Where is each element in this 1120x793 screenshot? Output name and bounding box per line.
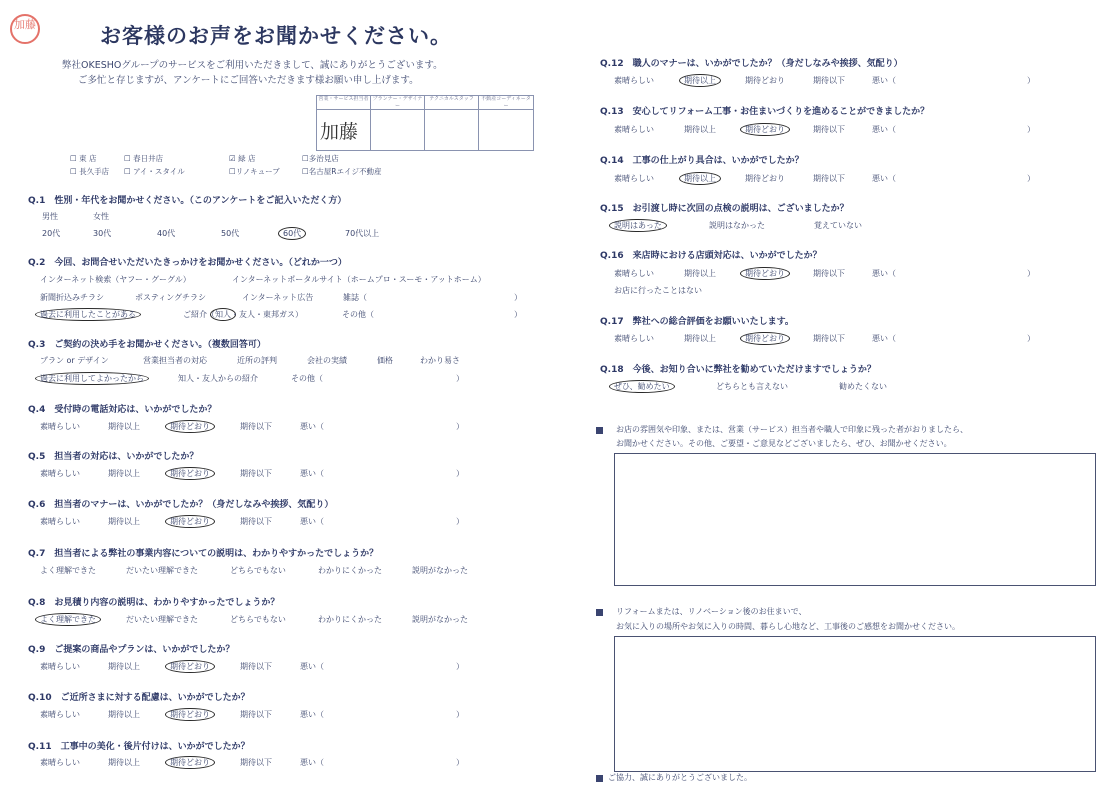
q4-below[interactable]: 期待以下 xyxy=(240,422,272,431)
question-16: Q.16 来店時における店頭対応は、いかがでしたか？ xyxy=(600,248,822,261)
question-14: Q.14 工事の仕上がり具合は、いかがでしたか？ xyxy=(600,153,804,166)
q17-bad[interactable]: 悪い（ xyxy=(872,334,896,343)
comment2-bullet-icon xyxy=(596,609,603,616)
intro-line-1: 弊社OKESHOグループのサービスをご利用いただきまして、誠にありがとうございます。 xyxy=(62,60,443,71)
q16-bad[interactable]: 悪い（ xyxy=(872,269,896,278)
intro-line-2: ご多忙と存じますが、アンケートにご回答いただきます様お願い申し上げます。 xyxy=(78,75,419,86)
q3-other-close: ） xyxy=(456,374,464,383)
staff-header-sales: 営業・サービス担当者 xyxy=(317,96,371,110)
footer-bullet-icon xyxy=(596,775,603,782)
question-18: Q.18 今後、お知り合いに弊社を勧めていただけますでしょうか？ xyxy=(600,362,876,375)
q2-internet-ad[interactable]: インターネット広告 xyxy=(242,293,314,302)
question-4: Q.4 受付時の電話対応は、いかがでしたか？ xyxy=(28,402,216,415)
question-3: Q.3 ご契約の決め手をお聞かせください。（複数回答可） xyxy=(28,337,266,350)
question-5: Q.5 担当者の対応は、いかがでしたか？ xyxy=(28,449,198,462)
q16-as-expected[interactable]: 期待どおり xyxy=(745,268,785,279)
q10-excellent[interactable]: 素晴らしい xyxy=(40,710,80,719)
q4-as-expected[interactable]: 期待どおり xyxy=(170,421,210,432)
q5-bad-close: ） xyxy=(456,469,464,478)
q16-below[interactable]: 期待以下 xyxy=(813,269,845,278)
q8-mostly-understood[interactable]: だいたい理解できた xyxy=(126,615,198,624)
q11-bad[interactable]: 悪い（ xyxy=(300,758,324,767)
q2-magazine[interactable]: 雑誌（ xyxy=(343,293,367,302)
q6-bad[interactable]: 悪い（ xyxy=(300,517,324,526)
q11-bad-close: ） xyxy=(456,758,464,767)
question-12: Q.12 職人のマナーは、いかがでしたか？（身だしなみや挨拶、気配り） xyxy=(600,56,903,69)
q3-track-record[interactable]: 会社の実績 xyxy=(307,356,347,365)
comment1-prompt-2: お聞かせください。その他、ご要望・ご意見などございましたら、ぜひ、お聞かせください。 xyxy=(616,439,952,448)
store-istyle[interactable]: ☐ アイ・スタイル xyxy=(124,167,185,176)
q3-other[interactable]: その他（ xyxy=(291,374,323,383)
q13-above[interactable]: 期待以上 xyxy=(684,125,716,134)
q18-neutral[interactable]: どちらとも言えない xyxy=(716,382,788,391)
q4-bad[interactable]: 悪い（ xyxy=(300,422,324,431)
question-8: Q.8 お見積り内容の説明は、わかりやすかったでしょうか？ xyxy=(28,595,279,608)
q2-internet-search[interactable]: インターネット検索（ヤフー・グーグル） xyxy=(40,275,191,284)
q13-below[interactable]: 期待以下 xyxy=(813,125,845,134)
q17-above[interactable]: 期待以上 xyxy=(684,334,716,343)
page-title: お客様のお声をお聞かせください。 xyxy=(100,24,452,48)
q2-portal-site[interactable]: インターネットポータルサイト（ホームプロ・スーモ・アットホーム） xyxy=(232,275,486,284)
q6-bad-close: ） xyxy=(456,517,464,526)
q2-used-before[interactable]: 過去に利用したことがある xyxy=(40,309,136,320)
q2-posting-flyer[interactable]: ポスティングチラシ xyxy=(135,293,207,302)
q1-age-60[interactable]: 60代 xyxy=(283,228,301,239)
question-17: Q.17 弊社への総合評価をお願いいたします。 xyxy=(600,314,794,327)
q3-sales-response[interactable]: 営業担当者の対応 xyxy=(143,356,207,365)
q13-as-expected[interactable]: 期待どおり xyxy=(745,124,785,135)
q11-excellent[interactable]: 素晴らしい xyxy=(40,758,80,767)
q6-below[interactable]: 期待以下 xyxy=(240,517,272,526)
q1-age-30[interactable]: 30代 xyxy=(93,229,112,238)
store-tajimi[interactable]: ☐多治見店 xyxy=(302,154,339,163)
q9-above[interactable]: 期待以上 xyxy=(108,662,140,671)
store-kasugai[interactable]: ☐ 春日井店 xyxy=(124,154,164,163)
q2-referral[interactable]: ご紹介（知人・友人・東邦ガス） xyxy=(183,310,303,319)
store-higashi[interactable]: ☐ 東 店 xyxy=(70,154,97,163)
staff-header-technical: テクニカルスタッフ xyxy=(425,96,479,110)
q2-magazine-close: ） xyxy=(514,293,522,302)
q15-not-explained[interactable]: 説明はなかった xyxy=(709,221,765,230)
comment2-prompt-2: お気に入りの場所やお気に入りの時間、暮らし心地など、工事後のご感想をお聞かせください。 xyxy=(616,622,960,631)
q17-as-expected[interactable]: 期待どおり xyxy=(745,333,785,344)
q18-not-recommend[interactable]: 勧めたくない xyxy=(839,382,887,391)
footer-thanks: ご協力、誠にありがとうございました。 xyxy=(608,773,752,782)
q12-below[interactable]: 期待以下 xyxy=(813,76,845,85)
q15-explained[interactable]: 説明はあった xyxy=(614,220,662,231)
q16-excellent[interactable]: 素晴らしい xyxy=(614,269,654,278)
question-9: Q.9 ご提案の商品やプランは、いかがでしたか？ xyxy=(28,642,234,655)
q1-female[interactable]: 女性 xyxy=(93,212,109,221)
q10-below[interactable]: 期待以下 xyxy=(240,710,272,719)
q2-newspaper-flyer[interactable]: 新聞折込みチラシ xyxy=(40,293,104,302)
q16-bad-close: ） xyxy=(1027,269,1035,278)
q14-above[interactable]: 期待以上 xyxy=(684,173,716,184)
comment1-bullet-icon xyxy=(596,427,603,434)
q7-mostly-understood[interactable]: だいたい理解できた xyxy=(126,566,198,575)
q14-bad-close: ） xyxy=(1027,174,1035,183)
store-renocube[interactable]: ☐リノキューブ xyxy=(229,167,280,176)
q12-bad[interactable]: 悪い（ xyxy=(872,76,896,85)
question-13: Q.13 安心してリフォーム工事・お住まいづくりを進めることができましたか？ xyxy=(600,104,929,117)
seal-stamp: 加藤 xyxy=(10,14,40,44)
q4-excellent[interactable]: 素晴らしい xyxy=(40,422,80,431)
q7-no-explanation[interactable]: 説明がなかった xyxy=(412,566,468,575)
q3-past-good[interactable]: 過去に利用してよかったから xyxy=(40,373,144,384)
comment1-textarea[interactable] xyxy=(614,453,1096,586)
q16-never-visited[interactable]: お店に行ったことはない xyxy=(614,286,702,295)
q5-above[interactable]: 期待以上 xyxy=(108,469,140,478)
question-2: Q.2 今回、お問合せいただいたきっかけをお聞かせください。（どれか一つ） xyxy=(28,255,347,268)
question-1: Q.1 性別・年代をお聞かせください。（このアンケートをご記入いただく方） xyxy=(28,193,346,206)
q8-hard-to-understand[interactable]: わかりにくかった xyxy=(318,615,382,624)
q1-age-40[interactable]: 40代 xyxy=(157,229,176,238)
q4-above[interactable]: 期待以上 xyxy=(108,422,140,431)
q6-as-expected[interactable]: 期待どおり xyxy=(170,516,210,527)
q12-excellent[interactable]: 素晴らしい xyxy=(614,76,654,85)
q17-excellent[interactable]: 素晴らしい xyxy=(614,334,654,343)
q2-other[interactable]: その他（ xyxy=(342,310,374,319)
q9-bad[interactable]: 悪い（ xyxy=(300,662,324,671)
q14-below[interactable]: 期待以下 xyxy=(813,174,845,183)
comment2-textarea[interactable] xyxy=(614,636,1096,772)
q12-bad-close: ） xyxy=(1027,76,1035,85)
q3-reputation[interactable]: 近所の評判 xyxy=(237,356,277,365)
q3-price[interactable]: 価格 xyxy=(377,356,393,365)
q17-bad-close: ） xyxy=(1027,334,1035,343)
q5-excellent[interactable]: 素晴らしい xyxy=(40,469,80,478)
question-7: Q.7 担当者による弊社の事業内容についての説明は、わかりやすかったでしょうか？ xyxy=(28,546,378,559)
q6-excellent[interactable]: 素晴らしい xyxy=(40,517,80,526)
store-nagoya-r-age[interactable]: ☐名古屋Rエイジ不動産 xyxy=(302,167,382,176)
q14-bad[interactable]: 悪い（ xyxy=(872,174,896,183)
q8-understood-well[interactable]: よく理解できた xyxy=(40,614,96,625)
q12-above[interactable]: 期待以上 xyxy=(684,75,716,86)
q14-as-expected[interactable]: 期待どおり xyxy=(745,174,785,183)
q1-age-70plus[interactable]: 70代以上 xyxy=(345,229,380,238)
q14-excellent[interactable]: 素晴らしい xyxy=(614,174,654,183)
q5-below[interactable]: 期待以下 xyxy=(240,469,272,478)
store-nagakute[interactable]: ☐ 長久手店 xyxy=(70,167,110,176)
q7-hard-to-understand[interactable]: わかりにくかった xyxy=(318,566,382,575)
q10-above[interactable]: 期待以上 xyxy=(108,710,140,719)
q4-bad-close: ） xyxy=(456,422,464,431)
q7-neutral[interactable]: どちらでもない xyxy=(230,566,286,575)
q3-referral[interactable]: 知人・友人からの紹介 xyxy=(178,374,258,383)
q9-as-expected[interactable]: 期待どおり xyxy=(170,661,210,672)
q8-neutral[interactable]: どちらでもない xyxy=(230,615,286,624)
staff-header-planner: プランナー・デザイナー xyxy=(371,96,425,110)
q1-age-50[interactable]: 50代 xyxy=(221,229,240,238)
q18-recommend[interactable]: ぜひ、勧めたい xyxy=(614,381,670,392)
comment2-prompt-1: リフォームまたは、リノベーション後のお住まいで、 xyxy=(616,607,807,616)
q2-other-close: ） xyxy=(514,310,522,319)
question-11: Q.11 工事中の美化・後片付けは、いかがでしたか？ xyxy=(28,739,250,752)
q9-bad-close: ） xyxy=(456,662,464,671)
q5-as-expected[interactable]: 期待どおり xyxy=(170,468,210,479)
q11-as-expected[interactable]: 期待どおり xyxy=(170,757,210,768)
q17-below[interactable]: 期待以下 xyxy=(813,334,845,343)
q3-clarity[interactable]: わかり易さ xyxy=(420,356,460,365)
q9-below[interactable]: 期待以下 xyxy=(240,662,272,671)
q13-bad-close: ） xyxy=(1027,125,1035,134)
q7-understood-well[interactable]: よく理解できた xyxy=(40,566,96,575)
q13-excellent[interactable]: 素晴らしい xyxy=(614,125,654,134)
q11-above[interactable]: 期待以上 xyxy=(108,758,140,767)
staff-header-realestate: 不動産コーディネーター xyxy=(479,96,533,110)
comment1-prompt-1: お店の雰囲気や印象、または、営業（サービス）担当者や職人で印象に残った者がおりましたら、 xyxy=(616,425,968,434)
q1-age-20[interactable]: 20代 xyxy=(42,229,61,238)
question-15: Q.15 お引渡し時に次回の点検の説明は、ございましたか？ xyxy=(600,201,849,214)
q15-dont-remember[interactable]: 覚えていない xyxy=(814,221,862,230)
q12-as-expected[interactable]: 期待どおり xyxy=(745,76,785,85)
q10-as-expected[interactable]: 期待どおり xyxy=(170,709,210,720)
q8-no-explanation[interactable]: 説明がなかった xyxy=(412,615,468,624)
q1-male[interactable]: 男性 xyxy=(42,212,58,221)
q10-bad-close: ） xyxy=(456,710,464,719)
question-10: Q.10 ご近所さまに対する配慮は、いかがでしたか？ xyxy=(28,690,250,703)
store-midori[interactable]: ☑ 緑 店 xyxy=(229,154,256,163)
question-6: Q.6 担当者のマナーは、いかがでしたか？（身だしなみや挨拶、気配り） xyxy=(28,497,333,510)
q13-bad[interactable]: 悪い（ xyxy=(872,125,896,134)
staff-name-handwritten[interactable]: 加藤 xyxy=(320,121,359,143)
q6-above[interactable]: 期待以上 xyxy=(108,517,140,526)
q5-bad[interactable]: 悪い（ xyxy=(300,469,324,478)
q11-below[interactable]: 期待以下 xyxy=(240,758,272,767)
q16-above[interactable]: 期待以上 xyxy=(684,269,716,278)
q3-plan-design[interactable]: プラン or デザイン xyxy=(40,356,109,365)
q9-excellent[interactable]: 素晴らしい xyxy=(40,662,80,671)
q10-bad[interactable]: 悪い（ xyxy=(300,710,324,719)
